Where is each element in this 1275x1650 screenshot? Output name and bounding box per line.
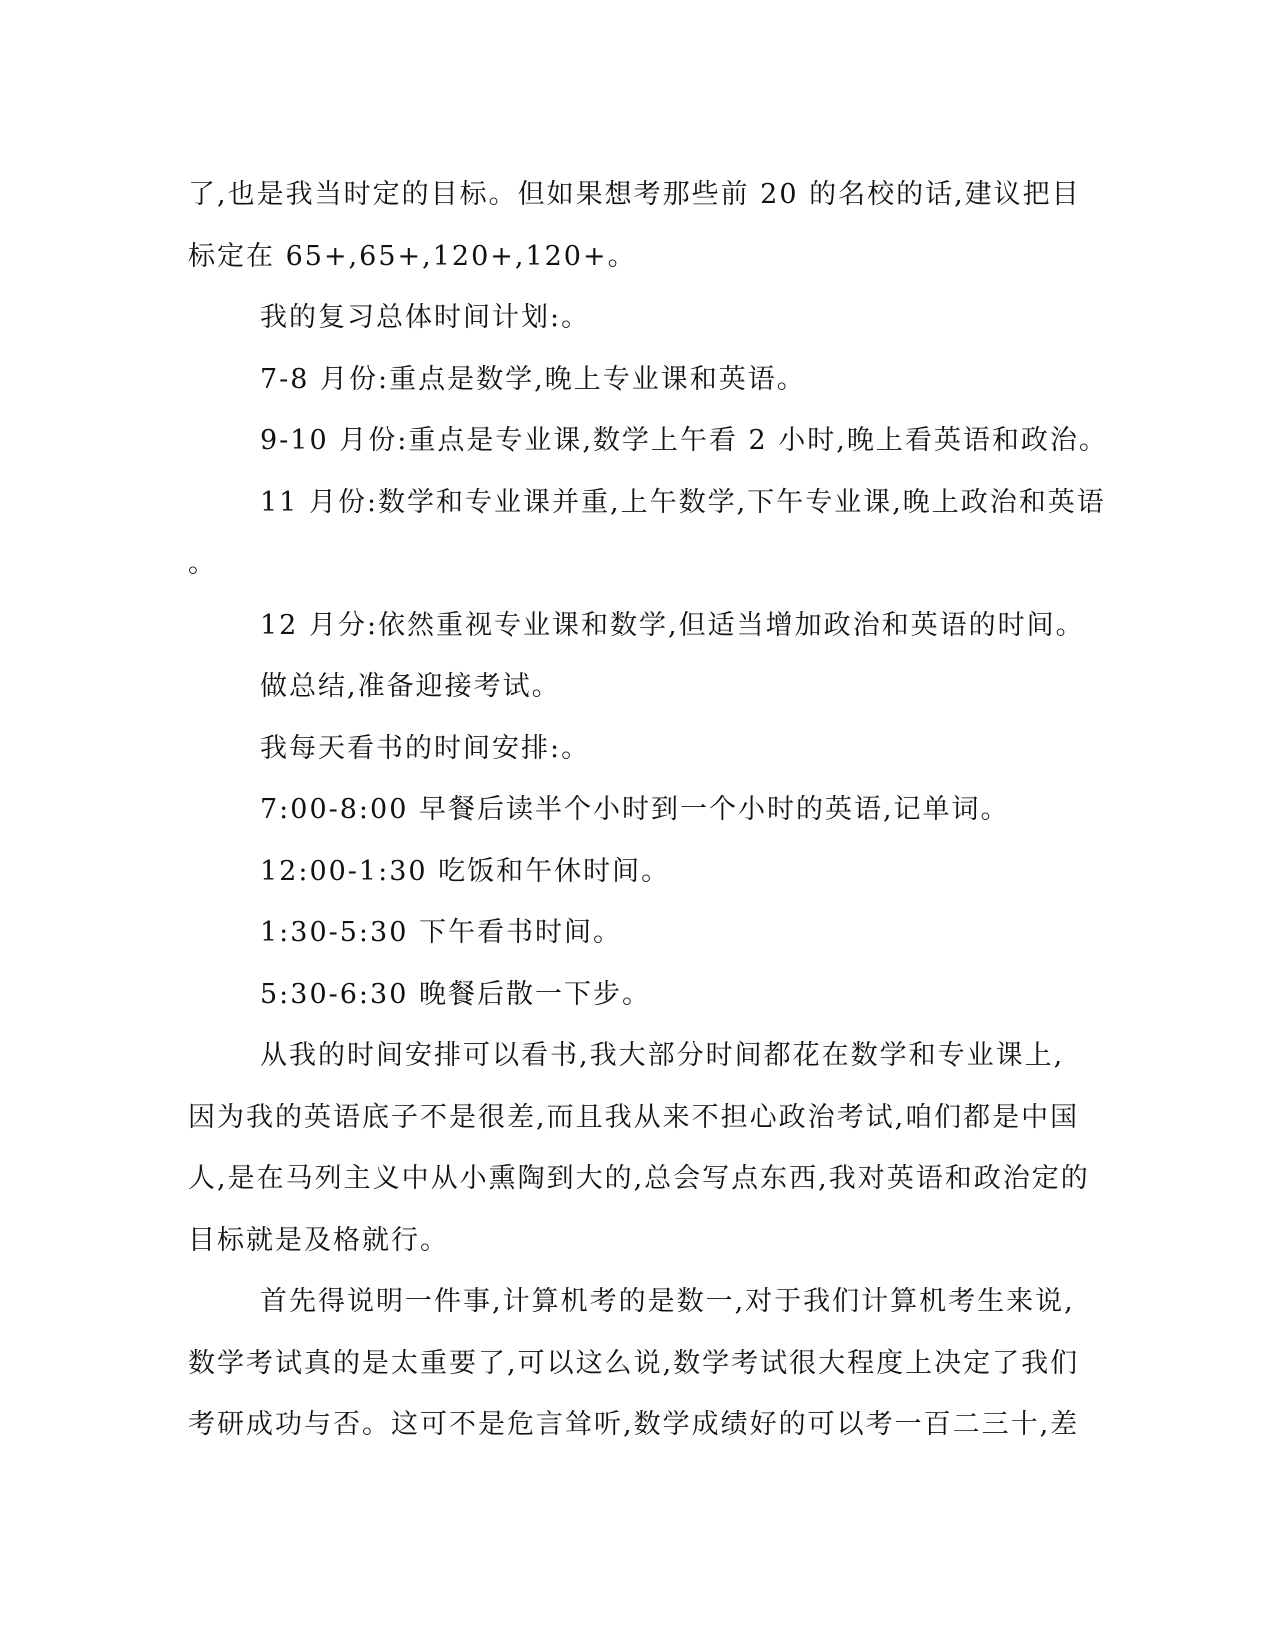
text-line: 9-10 月份:重点是专业课,数学上午看 2 小时,晚上看英语和政治。 [260, 425, 1108, 456]
document-body [188, 164, 1108, 1456]
text-line: 12:00-1:30 吃饭和午休时间。 [260, 855, 671, 887]
text-line: 了,也是我当时定的目标。但如果想考那些前 20 的名校的话,建议把目 [188, 179, 1081, 210]
text-line: 11 月份:数学和专业课并重,上午数学,下午专业课,晚上政治和英语 [260, 486, 1106, 518]
text-line: 标定在 65+,65+,120+,120+。 [188, 240, 637, 272]
text-line: 目标就是及格就行。 [188, 1224, 449, 1256]
text-line: 7-8 月份:重点是数学,晚上专业课和英语。 [260, 363, 806, 395]
text-line: 5:30-6:30 晚餐后散一下步。 [260, 978, 651, 1010]
text-line: 。 [188, 548, 217, 579]
text-line: 考研成功与否。这可不是危言耸听,数学成绩好的可以考一百二三十,差 [188, 1409, 1080, 1440]
text-line: 首先得说明一件事,计算机考的是数一,对于我们计算机考生来说, [260, 1286, 1075, 1317]
text-line: 数学考试真的是太重要了,可以这么说,数学考试很大程度上决定了我们 [188, 1347, 1080, 1379]
text-line: 1:30-5:30 下午看书时间。 [260, 917, 622, 948]
text-line: 12 月分:依然重视专业课和数学,但适当增加政治和英语的时间。 [260, 609, 1085, 641]
text-line: 人,是在马列主义中从小熏陶到大的,总会写点东西,我对英语和政治定的 [188, 1163, 1090, 1194]
text-line: 因为我的英语底子不是很差,而且我从来不担心政治考试,咱们都是中国 [188, 1101, 1080, 1133]
text-line: 做总结,准备迎接考试。 [260, 671, 561, 702]
text-line: 我的复习总体时间计划:。 [260, 302, 591, 333]
text-line: 从我的时间安排可以看书,我大部分时间都花在数学和专业课上, [260, 1040, 1065, 1071]
text-line: 7:00-8:00 早餐后读半个小时到一个小时的英语,记单词。 [260, 794, 1010, 825]
text-line: 我每天看书的时间安排:。 [260, 732, 591, 764]
